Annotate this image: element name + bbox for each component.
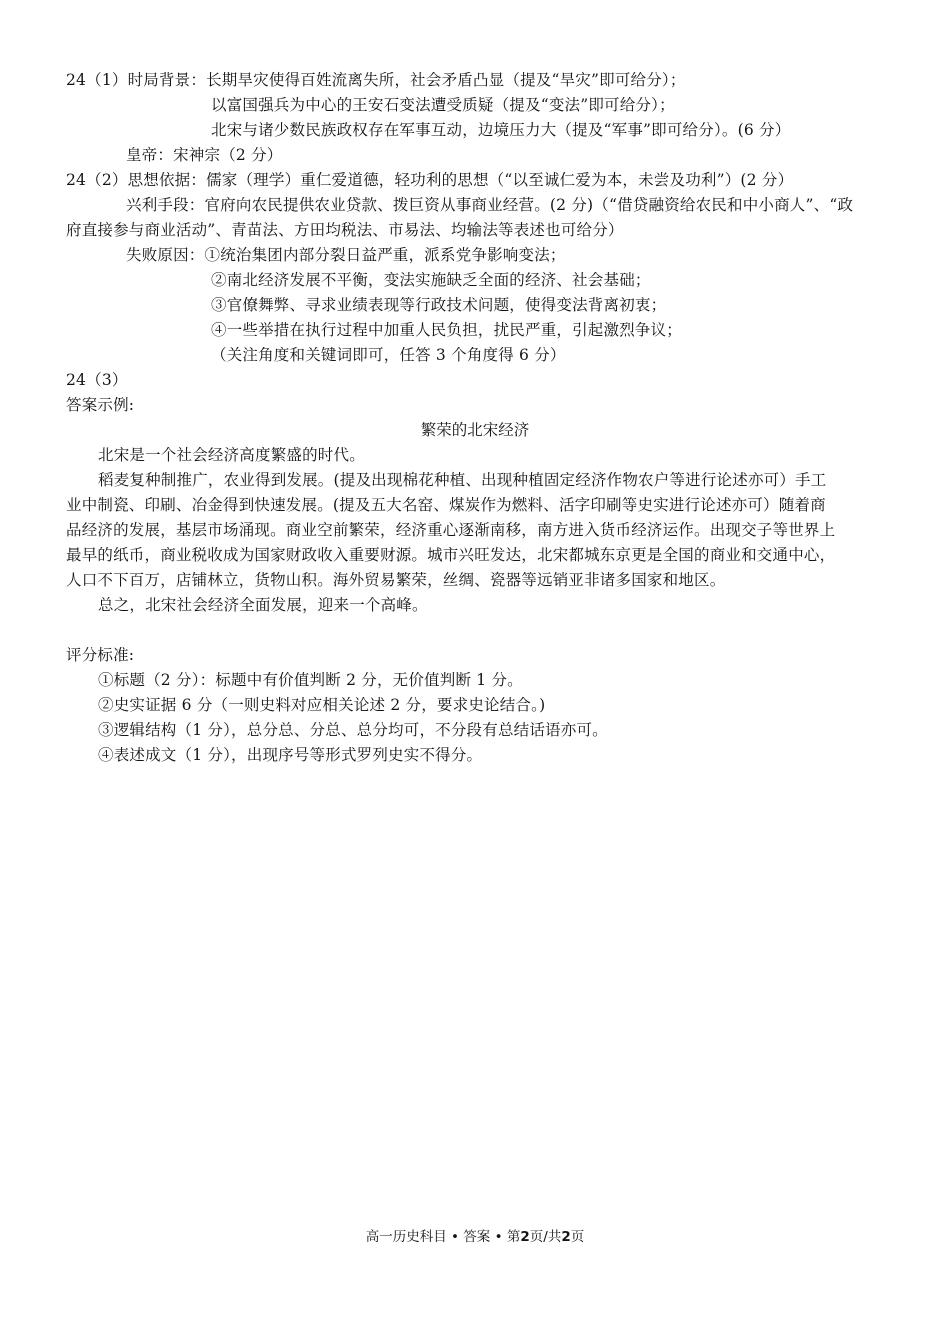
essay-paragraph-2-line5: 人口不下百万，店铺林立，货物山积。海外贸易繁荣，丝绸、瓷器等远销亚非诸多国家和地区。 (66, 571, 726, 589)
footer-suffix: 页 (570, 1229, 585, 1245)
q24-1-emperor: 皇帝：宋神宗（2 分） (126, 146, 283, 164)
q24-2-ideology: 24（2）思想依据：儒家（理学）重仁爱道德，轻功利的思想（“以至诚仁爱为本，未尝及功利”）(2 分） (66, 171, 794, 189)
page-footer (0, 1226, 950, 1248)
essay-title: 繁荣的北宋经济 (420, 421, 530, 439)
q24-2-failure-reason-4: ④一些举措在执行过程中加重人民负担，扰民严重，引起激烈争议； (211, 321, 683, 339)
example-answer-label: 答案示例: (66, 396, 135, 414)
footer-page-number: 2 (520, 1229, 530, 1245)
footer-total-pages: 2 (561, 1229, 571, 1245)
q24-3-label: 24（3） (66, 371, 128, 389)
q24-2-means-line2: 府直接参与商业活动”、青苗法、方田均税法、市易法、均输法等表述也可给分） (66, 221, 624, 239)
q24-2-means-line1: 兴利手段：官府向农民提供农业贷款、拨巨资从事商业经营。(2 分)（“借贷融资给农民和中小商人”、“政 (126, 196, 854, 214)
grading-item-2: ②史实证据 6 分（一则史料对应相关论述 2 分，要求史论结合。) (98, 696, 546, 714)
q24-2-failure-reason-3: ③官僚舞弊、寻求业绩表现等行政技术问题，使得变法背离初衷； (211, 296, 667, 314)
essay-paragraph-3: 总之，北宋社会经济全面发展，迎来一个高峰。 (98, 596, 428, 614)
q24-1-background-line2: 以富国强兵为中心的王安石变法遭受质疑（提及“变法”即可给分）； (211, 96, 675, 114)
q24-1-background-line1: 24（1）时局背景：长期旱灾使得百姓流离失所，社会矛盾凸显（提及“旱灾”即可给分）； (66, 71, 686, 89)
essay-paragraph-2-line2: 业中制瓷、印刷、冶金得到快速发展。(提及五大名窑、煤炭作为燃料、活字印刷等史实进行论述亦可）随着商 (66, 496, 826, 514)
q24-1-background-line3: 北宋与诸少数民族政权存在军事互动，边境压力大（提及“军事”即可给分）。(6 分） (211, 121, 791, 139)
essay-paragraph-2-line1: 稻麦复种制推广，农业得到发展。(提及出现棉花种植、出现种植固定经济作物农户等进行论述亦可）手工 (98, 471, 827, 489)
essay-paragraph-2-line3: 品经济的发展，基层市场涌现。商业空前繁荣，经济重心逐渐南移，南方进入货币经济运作。出现交子等世界上 (66, 521, 836, 539)
essay-paragraph-2-line4: 最早的纸币，商业税收成为国家财政收入重要财源。城市兴旺发达，北宋都城东京更是全国的商业和交通中心， (66, 546, 836, 564)
q24-2-failure-reason-2: ②南北经济发展不平衡，变法实施缺乏全面的经济、社会基础； (211, 271, 651, 289)
grading-item-1: ①标题（2 分）：标题中有价值判断 2 分，无价值判断 1 分。 (98, 671, 523, 689)
grading-item-3: ③逻辑结构（1 分），总分总、分总、总分均可，不分段有总结话语亦可。 (98, 721, 608, 739)
grading-criteria-label: 评分标准: (66, 646, 135, 664)
grading-item-4: ④表述成文（1 分），出现序号等形式罗列史实不得分。 (98, 746, 483, 764)
q24-2-failure-reason-1: 失败原因：①统治集团内部分裂日益严重，派系党争影响变法； (126, 246, 566, 264)
q24-2-scoring-note: （关注角度和关键词即可，任答 3 个角度得 6 分） (211, 346, 566, 364)
essay-paragraph-1: 北宋是一个社会经济高度繁盛的时代。 (98, 446, 365, 464)
footer-prefix: 高一历史科目 • 答案 • 第 (365, 1229, 521, 1245)
footer-middle: 页/共 (529, 1229, 562, 1245)
